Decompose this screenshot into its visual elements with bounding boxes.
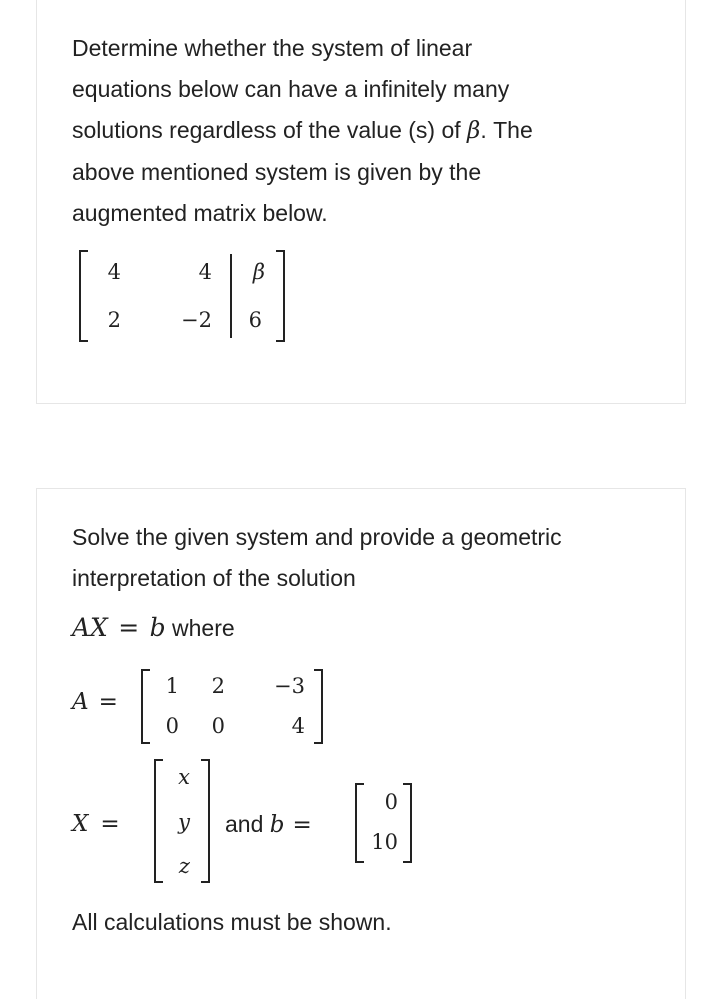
equation-equals: =	[118, 613, 140, 642]
question-card-2	[36, 488, 686, 999]
b-vector	[355, 783, 412, 863]
question1-line-5: augmented matrix below.	[72, 200, 328, 226]
and-b-label: and b =	[225, 811, 312, 838]
left-bracket	[141, 669, 150, 744]
left-bracket	[79, 250, 88, 342]
footer-text: All calculations must be shown.	[72, 909, 392, 935]
question1-text	[72, 28, 672, 234]
cell-2-1: 2	[107, 308, 121, 332]
b-cell-1: 0	[384, 790, 398, 814]
beta-symbol: β	[467, 118, 481, 144]
cell-1-3: β	[252, 260, 265, 284]
equation-line	[72, 613, 235, 642]
equation-rhs: b	[149, 613, 166, 642]
question1-line-3: solutions regardless of the value (s) of β. The	[72, 117, 533, 144]
cell-2-3: 6	[248, 308, 262, 332]
question-card-1	[36, 0, 686, 404]
A-cell-1-3: −3	[274, 674, 305, 698]
A-cell-2-1: 0	[165, 714, 179, 738]
A-label: A =	[72, 689, 118, 715]
cell-2-2: −2	[181, 308, 212, 332]
A-cell-1-2: 2	[211, 674, 225, 698]
A-cell-1-1: 1	[165, 674, 179, 698]
A-cell-2-2: 0	[211, 714, 225, 738]
b-cell-2: 10	[371, 830, 398, 854]
X-label: X =	[72, 811, 120, 837]
question2-text	[72, 517, 672, 599]
right-bracket	[314, 669, 323, 744]
A-cell-2-3: 4	[291, 714, 305, 738]
augment-divider	[230, 254, 232, 338]
equation-lhs: AX	[72, 613, 108, 642]
equation-suffix: where	[165, 615, 235, 641]
question1-line-2: equations below can have a infinitely many	[72, 76, 510, 102]
right-bracket	[403, 783, 412, 863]
X-cell-2: y	[178, 810, 190, 834]
right-bracket	[276, 250, 285, 342]
X-cell-1: x	[178, 765, 190, 789]
question2-line-1: Solve the given system and provide a geometric	[72, 524, 562, 550]
X-vector	[154, 759, 210, 883]
left-bracket	[154, 759, 163, 883]
A-matrix	[141, 669, 323, 744]
augmented-matrix	[79, 250, 285, 342]
right-bracket	[201, 759, 210, 883]
question1-line-1: Determine whether the system of linear	[72, 35, 473, 61]
cell-1-2: 4	[198, 260, 212, 284]
question2-line-2: interpretation of the solution	[72, 565, 356, 591]
cell-1-1: 4	[107, 260, 121, 284]
left-bracket	[355, 783, 364, 863]
question1-line-4: above mentioned system is given by the	[72, 159, 482, 185]
X-cell-3: z	[178, 854, 190, 878]
